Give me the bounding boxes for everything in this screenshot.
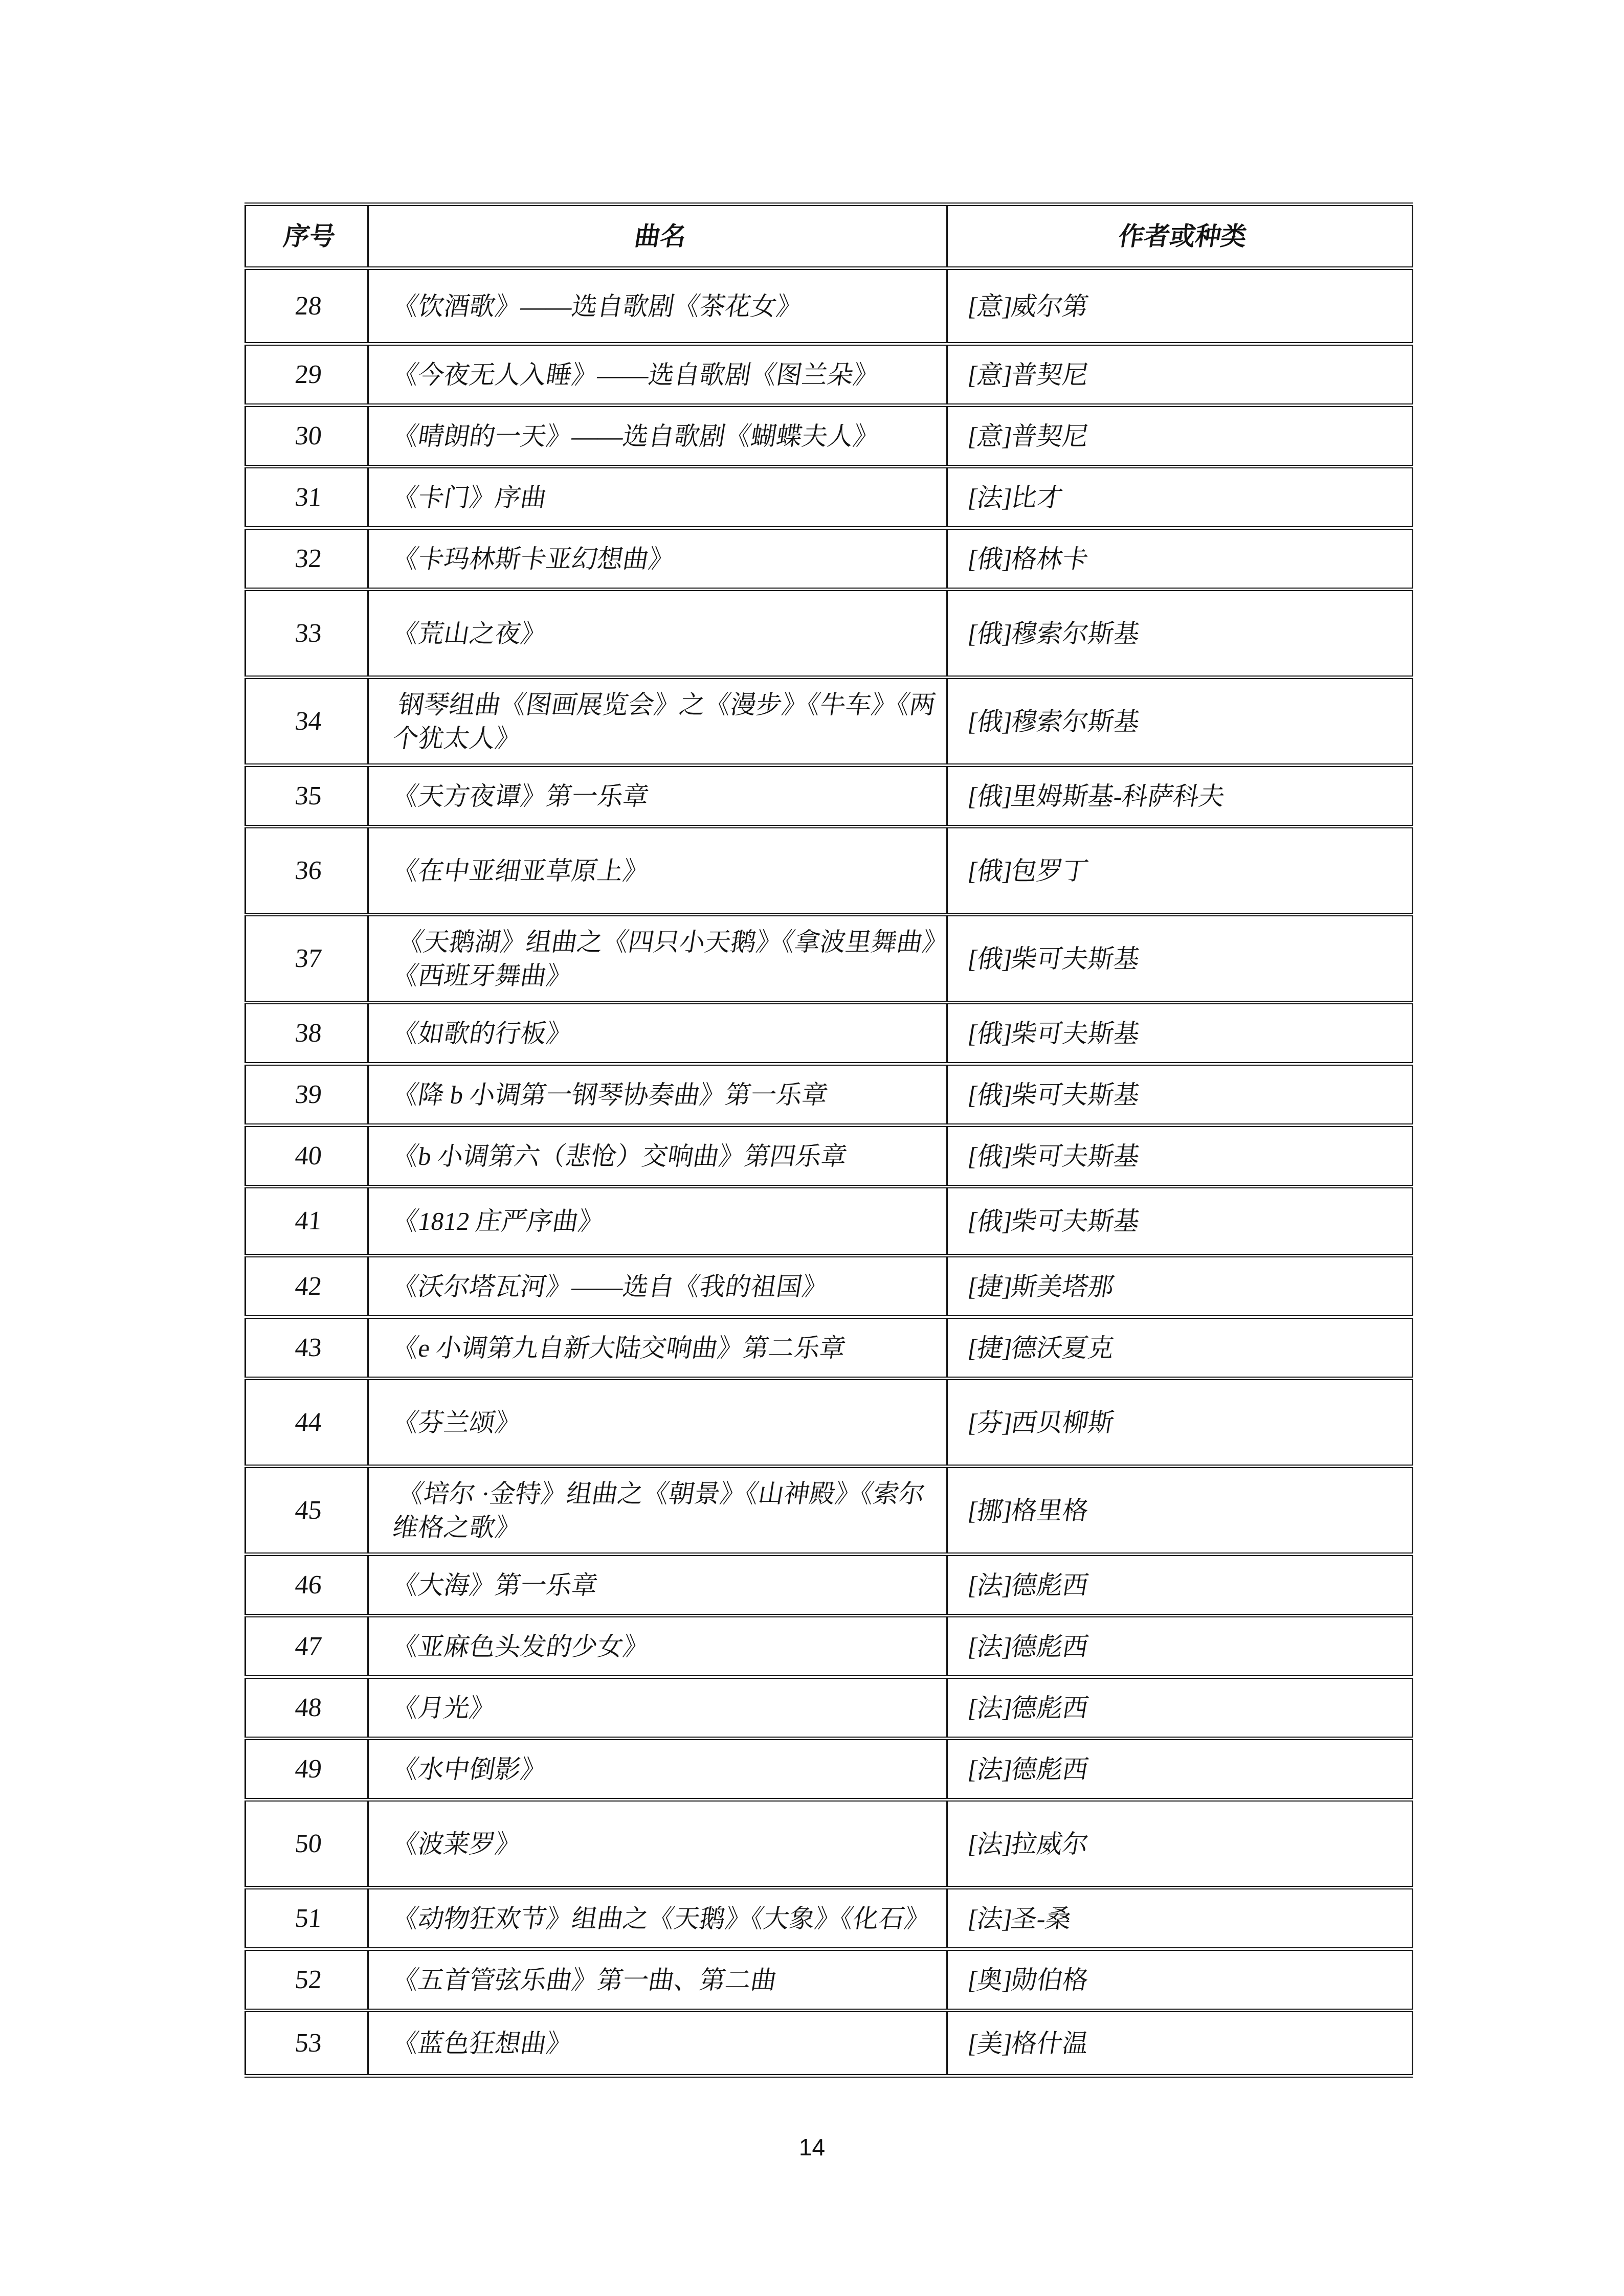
table-row [246, 344, 1413, 406]
row-number: 38 [246, 1003, 368, 1064]
row-number: 30 [246, 406, 368, 467]
piece-title: 《卡玛林斯卡亚幻想曲》 [368, 528, 947, 590]
piece-title: 《蓝色狂想曲》 [368, 2011, 947, 2076]
table-body [246, 268, 1413, 2076]
piece-title: 《晴朗的一天》——选自歌剧《蝴蝶夫人》 [368, 406, 947, 467]
repertoire-table [244, 202, 1413, 2078]
table-row [246, 1126, 1413, 1187]
composer: [法]德彪西 [947, 1677, 1413, 1739]
composer: [俄]格林卡 [947, 528, 1413, 590]
table-header [246, 205, 1413, 268]
piece-title: 《今夜无人入睡》——选自歌剧《图兰朵》 [368, 344, 947, 406]
piece-title: 《波莱罗》 [368, 1800, 947, 1888]
row-number: 40 [246, 1126, 368, 1187]
piece-title: 《b 小调第六（悲怆）交响曲》第四乐章 [368, 1126, 947, 1187]
piece-title: 《五首管弦乐曲》第一曲、第二曲 [368, 1949, 947, 2011]
piece-title: 钢琴组曲《图画展览会》之《漫步》《牛车》《两个犹太人》 [368, 678, 947, 766]
row-number: 48 [246, 1677, 368, 1739]
table-row [246, 590, 1413, 678]
composer: [俄]包罗丁 [947, 827, 1413, 915]
table-row [246, 1555, 1413, 1616]
composer: [意]威尔第 [947, 268, 1413, 344]
row-number: 44 [246, 1379, 368, 1467]
table-row [246, 1256, 1413, 1317]
table-row [246, 1317, 1413, 1379]
composer: [奥]勋伯格 [947, 1949, 1413, 2011]
composer: [法]比才 [947, 467, 1413, 528]
header-cell-number: 序号 [246, 205, 368, 268]
composer: [俄]柴可夫斯基 [947, 1003, 1413, 1064]
row-number: 43 [246, 1317, 368, 1379]
composer: [法]拉威尔 [947, 1800, 1413, 1888]
piece-title: 《培尔 ·金特》组曲之《朝景》《山神殿》《索尔维格之歌》 [368, 1467, 947, 1555]
table-row [246, 1888, 1413, 1949]
row-number: 35 [246, 766, 368, 827]
piece-title: 《大海》第一乐章 [368, 1555, 947, 1616]
table-row [246, 915, 1413, 1003]
row-number: 51 [246, 1888, 368, 1949]
row-number: 36 [246, 827, 368, 915]
piece-title: 《月光》 [368, 1677, 947, 1739]
table-row [246, 1949, 1413, 2011]
piece-title: 《天鹅湖》组曲之《四只小天鹅》《拿波里舞曲》《西班牙舞曲》 [368, 915, 947, 1003]
composer: [俄]穆索尔斯基 [947, 590, 1413, 678]
piece-title: 《沃尔塔瓦河》——选自《我的祖国》 [368, 1256, 947, 1317]
row-number: 50 [246, 1800, 368, 1888]
row-number: 45 [246, 1467, 368, 1555]
row-number: 47 [246, 1616, 368, 1677]
piece-title: 《芬兰颂》 [368, 1379, 947, 1467]
row-number: 29 [246, 344, 368, 406]
composer: [美]格什温 [947, 2011, 1413, 2076]
piece-title: 《卡门》序曲 [368, 467, 947, 528]
row-number: 34 [246, 678, 368, 766]
composer: [挪]格里格 [947, 1467, 1413, 1555]
composer: [俄]柴可夫斯基 [947, 1064, 1413, 1126]
piece-title: 《动物狂欢节》组曲之《天鹅》《大象》《化石》 [368, 1888, 947, 1949]
piece-title: 《饮酒歌》——选自歌剧《茶花女》 [368, 268, 947, 344]
table-row [246, 406, 1413, 467]
piece-title: 《1812 庄严序曲》 [368, 1187, 947, 1256]
piece-title: 《亚麻色头发的少女》 [368, 1616, 947, 1677]
table-row [246, 1379, 1413, 1467]
row-number: 52 [246, 1949, 368, 2011]
table-row [246, 1187, 1413, 1256]
table-row [246, 1003, 1413, 1064]
composer: [法]德彪西 [947, 1616, 1413, 1677]
table-row [246, 1616, 1413, 1677]
row-number: 39 [246, 1064, 368, 1126]
row-number: 31 [246, 467, 368, 528]
table-row [246, 1677, 1413, 1739]
composer: [俄]柴可夫斯基 [947, 915, 1413, 1003]
piece-title: 《荒山之夜》 [368, 590, 947, 678]
composer: [俄]柴可夫斯基 [947, 1126, 1413, 1187]
header-row [246, 205, 1413, 268]
composer: [俄]柴可夫斯基 [947, 1187, 1413, 1256]
piece-title: 《天方夜谭》第一乐章 [368, 766, 947, 827]
composer: [俄]穆索尔斯基 [947, 678, 1413, 766]
page-number: 14 [798, 2134, 826, 2160]
row-number: 37 [246, 915, 368, 1003]
row-number: 49 [246, 1739, 368, 1800]
composer: [法]德彪西 [947, 1555, 1413, 1616]
row-number: 42 [246, 1256, 368, 1317]
piece-title: 《在中亚细亚草原上》 [368, 827, 947, 915]
composer: [捷]德沃夏克 [947, 1317, 1413, 1379]
table-row [246, 1064, 1413, 1126]
piece-title: 《e 小调第九自新大陆交响曲》第二乐章 [368, 1317, 947, 1379]
table-row [246, 766, 1413, 827]
table-row [246, 1739, 1413, 1800]
table-row [246, 268, 1413, 344]
piece-title: 《如歌的行板》 [368, 1003, 947, 1064]
table-row [246, 1467, 1413, 1555]
table-row [246, 1800, 1413, 1888]
row-number: 28 [246, 268, 368, 344]
row-number: 53 [246, 2011, 368, 2076]
table-row [246, 827, 1413, 915]
row-number: 46 [246, 1555, 368, 1616]
row-number: 32 [246, 528, 368, 590]
table-row [246, 528, 1413, 590]
header-cell-composer: 作者或种类 [947, 205, 1413, 268]
row-number: 33 [246, 590, 368, 678]
composer: [意]普契尼 [947, 344, 1413, 406]
composer: [芬]西贝柳斯 [947, 1379, 1413, 1467]
composer: [法]圣-桑 [947, 1888, 1413, 1949]
table-row [246, 467, 1413, 528]
table-row [246, 678, 1413, 766]
row-number: 41 [246, 1187, 368, 1256]
composer: [捷]斯美塔那 [947, 1256, 1413, 1317]
composer: [意]普契尼 [947, 406, 1413, 467]
piece-title: 《降 b 小调第一钢琴协奏曲》第一乐章 [368, 1064, 947, 1126]
composer: [俄]里姆斯基-科萨科夫 [947, 766, 1413, 827]
piece-title: 《水中倒影》 [368, 1739, 947, 1800]
header-cell-title: 曲名 [368, 205, 947, 268]
table-row [246, 2011, 1413, 2076]
composer: [法]德彪西 [947, 1739, 1413, 1800]
